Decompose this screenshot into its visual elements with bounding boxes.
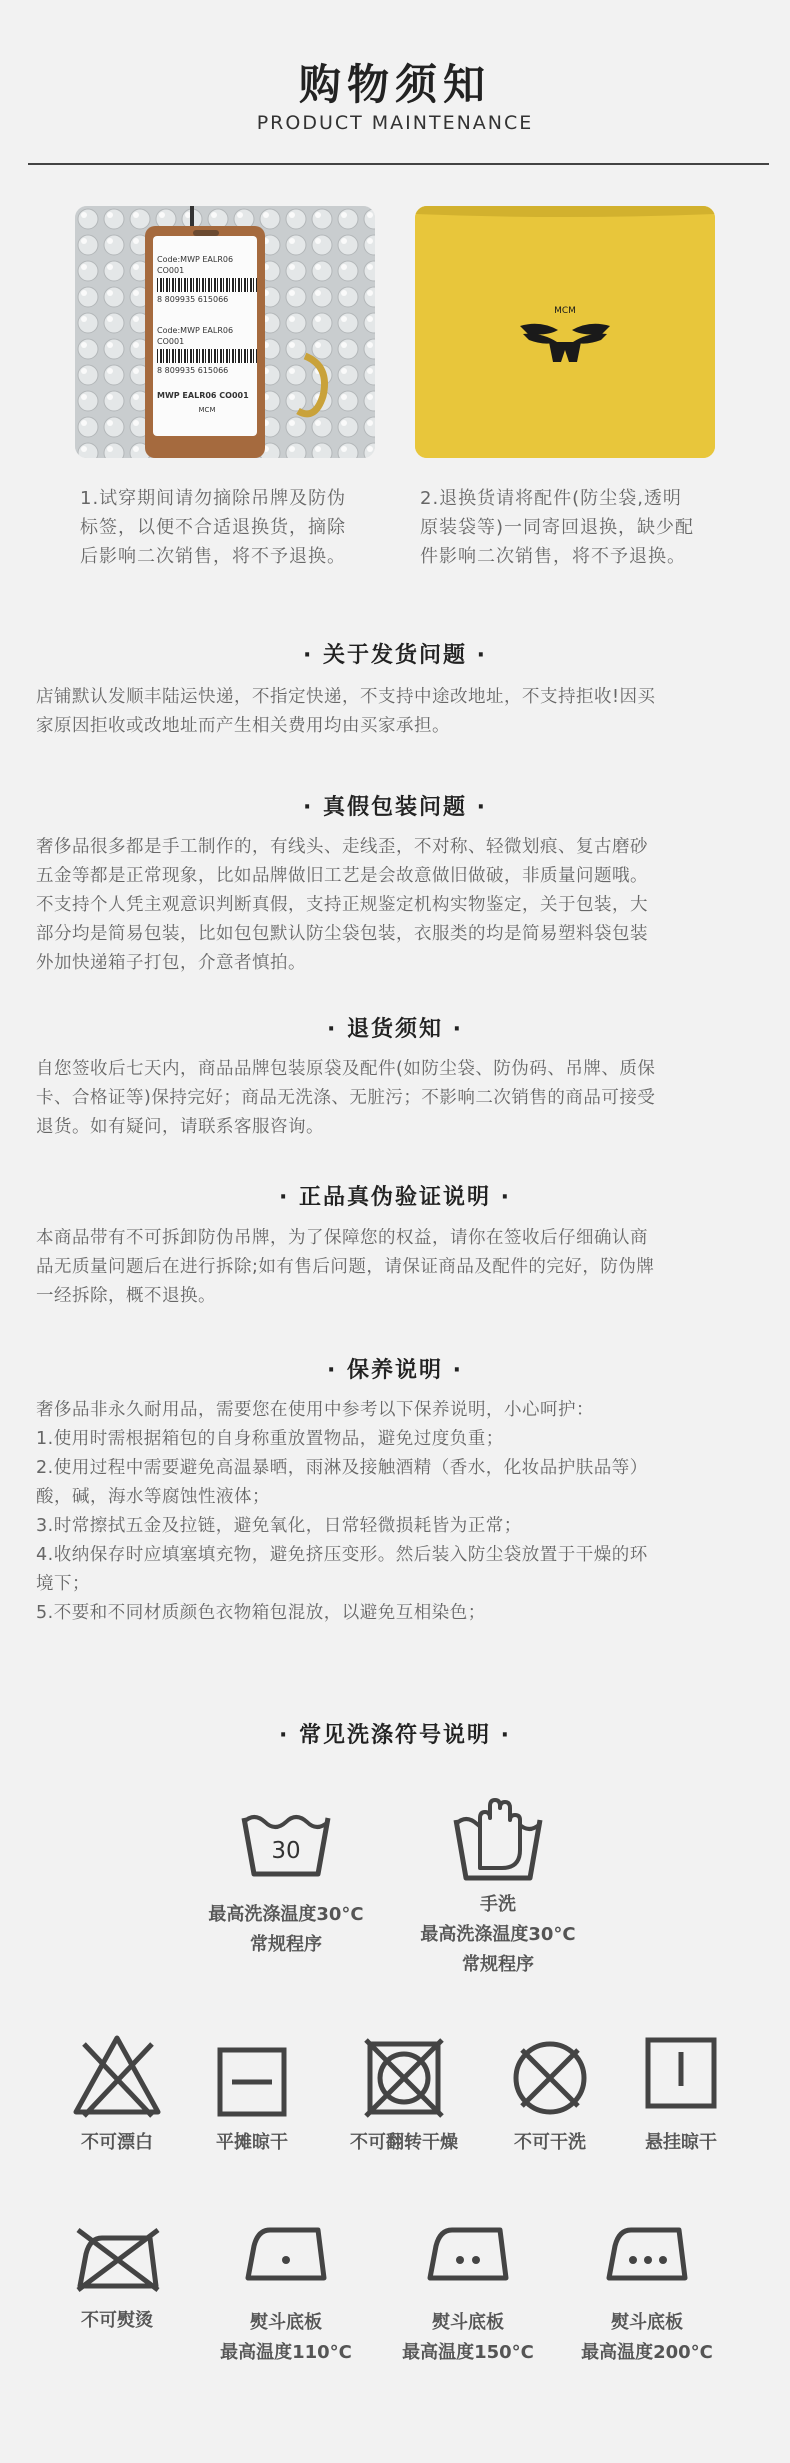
authenticity-line: 外加快递箱子打包，介意者慎拍。 (36, 953, 306, 973)
wash-temp-number: 30 (271, 1838, 301, 1864)
care-line: 1.使用时需根据箱包的自身称重放置物品，避免过度负重； (36, 1429, 504, 1449)
verification-text (36, 1224, 758, 1311)
tag-photo (75, 206, 375, 458)
iron-medium-icon (424, 2222, 512, 2284)
tag-brand: MCM (198, 406, 216, 414)
care-title: · 保养说明 · (326, 1358, 464, 1383)
caption-left-line: 标签，以便不合适退换货，摘除 (80, 517, 346, 538)
care-line: 4.收纳保存时应填塞填充物，避免挤压变形。然后装入防尘袋放置于干燥的环 (36, 1545, 648, 1565)
returns-title: · 退货须知 · (326, 1017, 464, 1042)
hand-wash-label-line: 最高洗涤温度30°C (420, 1924, 576, 1945)
tag-code-3: MWP EALR06 CO001 (157, 391, 249, 400)
authenticity-line: 五金等都是正常现象，比如品牌做旧工艺是会故意做旧做破，非质量问题哦。 (36, 866, 648, 886)
returns-line: 退货。如有疑问，请联系客服咨询。 (36, 1117, 324, 1137)
care-text (36, 1396, 758, 1628)
dust-bag-photo (415, 206, 715, 458)
iron-150-label-line: 熨斗底板 (432, 2312, 504, 2333)
iron-200-label (557, 2308, 737, 2368)
no-iron-label: 不可熨烫 (81, 2310, 153, 2331)
iron-high-icon (603, 2222, 691, 2284)
iron-110-label-line: 熨斗底板 (250, 2312, 322, 2333)
flat-dry-label: 平摊晾干 (216, 2132, 288, 2153)
hang-dry-label: 悬挂晾干 (645, 2132, 717, 2153)
wash-30-label-line: 最高洗涤温度30°C (208, 1904, 364, 1925)
wash-30-label-line: 常规程序 (250, 1934, 322, 1955)
tag-code-2: Code:MWP EALR06 CO001 (157, 326, 234, 346)
dust-bag-graphic (415, 206, 715, 458)
care-line: 奢侈品非永久耐用品，需要您在使用中参考以下保养说明，小心呵护： (36, 1400, 594, 1420)
caption-right (420, 484, 720, 571)
hand-wash-label (398, 1890, 598, 1980)
returns-text (36, 1055, 758, 1142)
care-line: 3.时常擦拭五金及拉链，避免氧化，日常轻微损耗皆为正常； (36, 1516, 522, 1536)
returns-line: 卡、合格证等)保持完好；商品无洗涤、无脏污；不影响二次销售的商品可接受 (36, 1088, 656, 1108)
header-divider (28, 163, 769, 165)
wash-30-label (186, 1900, 386, 1960)
caption-left-line: 后影响二次销售，将不予退换。 (80, 546, 346, 567)
hang-dry-icon (644, 2036, 718, 2110)
symbols-title: · 常见洗涤符号说明 · (278, 1723, 512, 1748)
authenticity-text (36, 833, 758, 978)
no-bleach-label: 不可漂白 (81, 2132, 153, 2153)
no-tumble-dry-label: 不可翻转干燥 (350, 2132, 458, 2153)
no-dry-clean-icon (510, 2038, 590, 2118)
page-subtitle: PRODUCT MAINTENANCE (256, 112, 534, 134)
care-line: 2.使用过程中需要避免高温暴晒，雨淋及接触酒精（香水，化妆品护肤品等） (36, 1458, 648, 1478)
iron-200-label-line: 最高温度200°C (581, 2342, 713, 2363)
verification-line: 本商品带有不可拆卸防伪吊牌，为了保障您的权益，请你在签收后仔细确认商 (36, 1228, 648, 1248)
hand-wash-label-line: 手洗 (480, 1894, 516, 1915)
iron-200-label-line: 熨斗底板 (611, 2312, 683, 2333)
iron-110-label-line: 最高温度110°C (220, 2342, 352, 2363)
caption-right-line: 2.退换货请将配件(防尘袋,透明 (420, 488, 682, 509)
no-iron-icon (72, 2226, 164, 2292)
caption-right-line: 原装袋等)一同寄回退换，缺少配 (420, 517, 695, 538)
iron-150-label-line: 最高温度150°C (402, 2342, 534, 2363)
wash-30-icon (236, 1808, 336, 1880)
iron-150-label (378, 2308, 558, 2368)
caption-right-line: 件影响二次销售，将不予退换。 (420, 546, 686, 567)
shipping-title: · 关于发货问题 · (302, 643, 488, 668)
barcode-1 (157, 278, 257, 292)
caption-left (80, 484, 380, 571)
shipping-text (36, 683, 758, 741)
care-line: 5.不要和不同材质颜色衣物箱包混放，以避免互相染色； (36, 1603, 486, 1623)
bag-brand-text: MCM (554, 306, 576, 316)
page-title: 购物须知 (298, 60, 491, 109)
iron-low-icon (242, 2222, 330, 2284)
hand-wash-label-line: 常规程序 (462, 1954, 534, 1975)
shipping-line: 店铺默认发顺丰陆运快递，不指定快递，不支持中途改地址，不支持拒收!因买 (36, 687, 656, 707)
no-tumble-dry-icon (364, 2038, 444, 2118)
tag-ean-2: 8 809935 615066 (157, 366, 229, 375)
no-dry-clean-label: 不可干洗 (514, 2132, 586, 2153)
verification-title: · 正品真伪验证说明 · (278, 1185, 512, 1210)
authenticity-line: 部分均是简易包装，比如包包默认防尘袋包装，衣服类的均是简易塑料袋包装 (36, 924, 648, 944)
returns-line: 自您签收后七天内，商品品牌包装原袋及配件(如防尘袋、防伪码、吊牌、质保 (36, 1059, 656, 1079)
no-bleach-icon (70, 2032, 164, 2118)
care-line: 酸，碱，海水等腐蚀性液体； (36, 1487, 270, 1507)
care-line: 境下； (36, 1574, 90, 1594)
caption-left-line: 1.试穿期间请勿摘除吊牌及防伪 (80, 488, 347, 509)
tag-ean-1: 8 809935 615066 (157, 295, 229, 304)
authenticity-line: 不支持个人凭主观意识判断真假，支持正规鉴定机构实物鉴定，关于包装，大 (36, 895, 648, 915)
shipping-line: 家原因拒收或改地址而产生相关费用均由买家承担。 (36, 716, 450, 736)
tag-code-1: Code:MWP EALR06 CO001 (157, 255, 234, 275)
verification-line: 一经拆除，概不退换。 (36, 1286, 216, 1306)
authenticity-title: · 真假包装问题 · (302, 795, 488, 820)
verification-line: 品无质量问题后在进行拆除;如有售后问题，请保证商品及配件的完好，防伪牌 (36, 1257, 655, 1277)
hand-wash-icon (448, 1798, 548, 1882)
flat-dry-icon (216, 2046, 288, 2118)
iron-110-label (196, 2308, 376, 2368)
barcode-2 (157, 349, 257, 363)
authenticity-line: 奢侈品很多都是手工制作的，有线头、走线歪，不对称、轻微划痕、复古磨砂 (36, 837, 648, 857)
